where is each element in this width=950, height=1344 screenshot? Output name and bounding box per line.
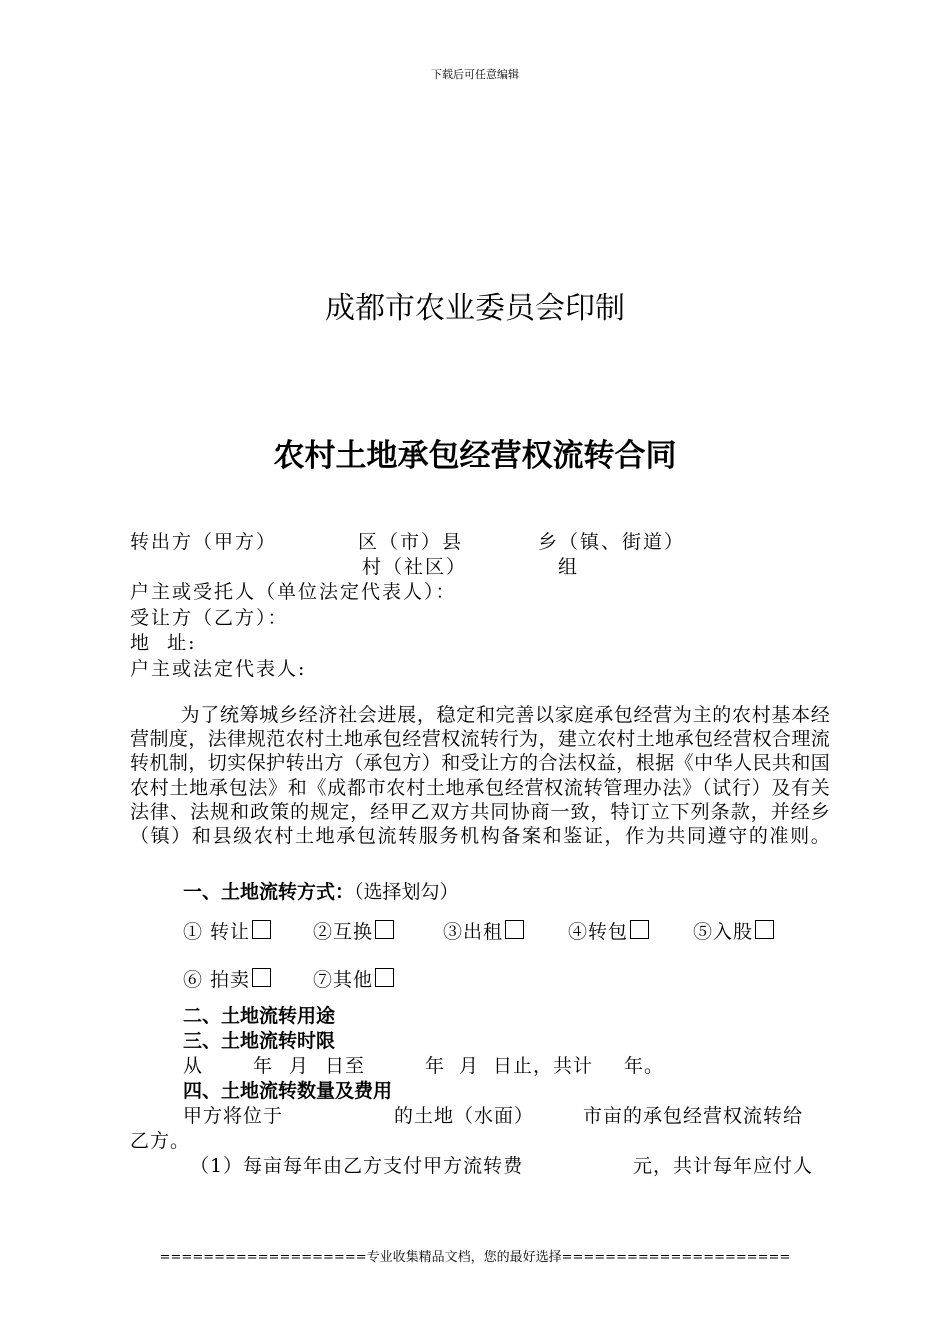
- quantity-area: 市亩的承包经营权流转给: [583, 1105, 804, 1127]
- preamble-text: 为了统筹城乡经济社会进展，稳定和完善以家庭承包经营为主的农村基本经营制度，法律规范农村土地承包经营权流转行为，建立农村土地承包经营权合理流转机制，切实保护转出方（承包方）和受让方的合法权益，根据《中华人民共和国农村土地承包法》和《成都市农村土地承包经营权流转管理办法》（试行）及有关法律、法规和政策的规定，经甲乙双方共同协商一致，特订立下列条款，并经乡（镇）和县级农村土地承包流转服务机构备案和鉴证，作为共同遵守的准则。: [130, 704, 830, 848]
- option-sublease-label: ④转包: [568, 921, 629, 943]
- option-transfer-label: ① 转让: [183, 921, 251, 943]
- term-from: 从: [183, 1055, 204, 1077]
- option-sublease-checkbox[interactable]: [630, 920, 649, 939]
- section-3-heading: 三、土地流转时限: [183, 1030, 336, 1052]
- option-transfer-checkbox[interactable]: [252, 920, 271, 939]
- term-year-1: 年: [253, 1055, 274, 1077]
- party-a-township: 乡（镇、街道）: [538, 531, 686, 553]
- preamble-paragraph: [130, 703, 830, 848]
- party-a-group: 组: [558, 556, 580, 578]
- footer-note: ===================专业收集精品文档，您的最好选择=====================: [159, 1250, 791, 1265]
- quantity-party-b: 乙方。: [130, 1130, 191, 1152]
- section-1-title: 一、土地流转方式：: [183, 881, 355, 903]
- section-2-heading: 二、土地流转用途: [183, 1005, 336, 1027]
- option-shareholding-label: ⑤入股: [693, 921, 754, 943]
- party-a-village: 村（社区）: [362, 556, 468, 578]
- option-lease-checkbox[interactable]: [505, 920, 524, 939]
- option-transfer: [183, 917, 271, 944]
- term-month-1: 月: [289, 1055, 310, 1077]
- publisher-line: 成都市农业委员会印制: [325, 291, 625, 326]
- quantity-location: 甲方将位于: [183, 1105, 284, 1127]
- term-year-2: 年: [425, 1055, 446, 1077]
- party-b-label: 受让方（乙方）：: [130, 607, 289, 629]
- term-month-2: 月: [459, 1055, 480, 1077]
- party-b-representative: 户主或法定代表人:: [130, 658, 307, 680]
- option-exchange: [313, 917, 394, 944]
- option-auction-label: ⑥ 拍卖: [183, 969, 251, 991]
- quantity-land: 的土地（水面）: [394, 1105, 535, 1127]
- term-years: 年。: [624, 1055, 665, 1077]
- option-other-checkbox[interactable]: [375, 968, 394, 987]
- party-a-label: 转出方（甲方）: [130, 531, 278, 553]
- section-1-hint: （选择划勾）: [354, 881, 459, 903]
- party-a-householder: 户主或受托人（单位法定代表人）：: [130, 581, 457, 603]
- option-sublease: [568, 917, 649, 944]
- section-1-heading: [183, 877, 459, 904]
- option-exchange-checkbox[interactable]: [375, 920, 394, 939]
- option-other: [313, 965, 394, 992]
- option-auction-checkbox[interactable]: [252, 968, 271, 987]
- option-other-label: ⑦其他: [313, 969, 374, 991]
- term-day-to: 日至: [325, 1055, 366, 1077]
- option-shareholding-checkbox[interactable]: [755, 920, 774, 939]
- option-exchange-label: ②互换: [313, 921, 374, 943]
- party-a-district: 区（市）县: [358, 531, 464, 553]
- option-lease: [443, 917, 524, 944]
- section-4-heading: 四、土地流转数量及费用: [183, 1080, 393, 1102]
- option-shareholding: [693, 917, 774, 944]
- header-note: 下载后可任意编辑: [431, 68, 519, 81]
- party-b-address: 地 址:: [130, 632, 197, 654]
- contract-title: 农村土地承包经营权流转合同: [273, 438, 677, 474]
- option-auction: [183, 965, 271, 992]
- term-day-end: 日止，共计: [493, 1055, 594, 1077]
- fee-total: 元，共计每年应付人: [633, 1155, 814, 1177]
- option-lease-label: ③出租: [443, 921, 504, 943]
- fee-per-mu: （1）每亩每年由乙方支付甲方流转费: [190, 1155, 524, 1177]
